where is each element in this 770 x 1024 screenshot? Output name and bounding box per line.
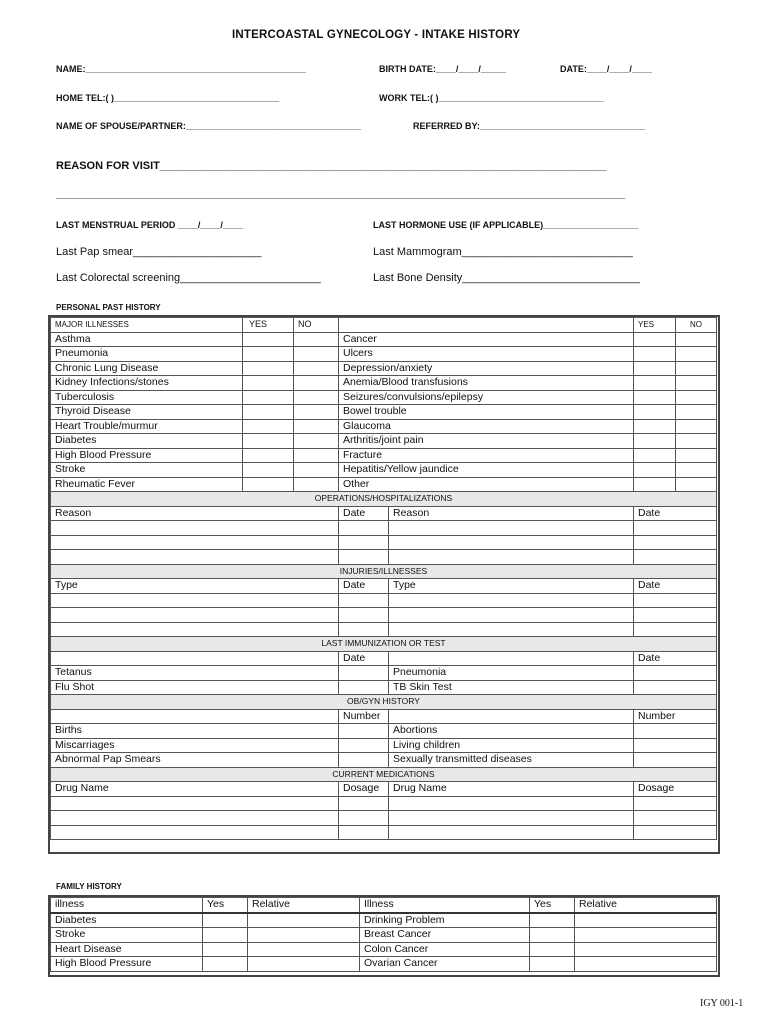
illness-label: Rheumatic Fever xyxy=(51,477,243,492)
yes-checkbox[interactable] xyxy=(243,463,294,478)
inj-type-header: Type xyxy=(51,579,339,594)
imm-date-header: Date xyxy=(339,651,389,666)
ops-date-header-2: Date xyxy=(634,506,717,521)
reason-for-visit-field[interactable]: REASON FOR VISIT_________________________________________________________________________ xyxy=(56,160,607,172)
no-checkbox[interactable] xyxy=(294,332,339,347)
home-tel-field[interactable]: HOME TEL:( )_________________________________ xyxy=(56,93,280,103)
medications-title: CURRENT MEDICATIONS xyxy=(51,767,717,782)
family-relative-cell[interactable] xyxy=(575,942,717,957)
family-yes-cell[interactable] xyxy=(203,928,248,943)
yes-checkbox[interactable] xyxy=(634,434,676,449)
ob-label: Births xyxy=(51,724,339,739)
no-checkbox[interactable] xyxy=(294,463,339,478)
illness-row xyxy=(51,390,717,405)
family-yes-cell[interactable] xyxy=(530,957,575,972)
family-illness-label: Breast Cancer xyxy=(360,928,530,943)
imm-row[interactable] xyxy=(51,666,717,681)
family-illness-label: Diabetes xyxy=(51,913,203,928)
yes-checkbox[interactable] xyxy=(243,347,294,362)
no-checkbox[interactable] xyxy=(676,347,717,362)
imm-label: Pneumonia xyxy=(389,666,634,681)
family-yes-cell[interactable] xyxy=(203,913,248,928)
illness-label: Stroke xyxy=(51,463,243,478)
yes-checkbox[interactable] xyxy=(243,477,294,492)
no-checkbox[interactable] xyxy=(294,390,339,405)
injuries-title: INJURIES/ILLNESSES xyxy=(51,564,717,579)
fam-col-illness: illness xyxy=(51,898,203,913)
illness-row xyxy=(51,419,717,434)
inj-row[interactable] xyxy=(51,608,717,623)
illness-label: Diabetes xyxy=(51,434,243,449)
illness-row xyxy=(51,361,717,376)
no-checkbox[interactable] xyxy=(676,361,717,376)
no-checkbox[interactable] xyxy=(294,419,339,434)
imm-label: Flu Shot xyxy=(51,680,339,695)
col-yes-2: YES xyxy=(634,318,676,333)
work-tel-field[interactable]: WORK TEL:( )_________________________________ xyxy=(379,93,604,103)
yes-checkbox[interactable] xyxy=(634,361,676,376)
illness-label: Kidney Infections/stones xyxy=(51,376,243,391)
fam-col-yes: Yes xyxy=(203,898,248,913)
yes-checkbox[interactable] xyxy=(634,419,676,434)
no-checkbox[interactable] xyxy=(294,347,339,362)
illness-label: Ulcers xyxy=(339,347,634,362)
illness-row xyxy=(51,463,717,478)
no-checkbox[interactable] xyxy=(294,376,339,391)
med-row[interactable] xyxy=(51,811,717,826)
family-row xyxy=(51,913,717,928)
col-yes: YES xyxy=(243,318,294,333)
ops-reason-header-2: Reason xyxy=(389,506,634,521)
mammogram-field[interactable]: Last Mammogram____________________________ xyxy=(373,246,633,258)
imm-blank-2 xyxy=(389,651,634,666)
yes-checkbox[interactable] xyxy=(243,419,294,434)
referred-by-field[interactable]: REFERRED BY:_________________________________ xyxy=(413,121,646,131)
col-no: NO xyxy=(294,318,339,333)
name-field[interactable]: NAME:____________________________________________ xyxy=(56,64,306,74)
illness-label: Arthritis/joint pain xyxy=(339,434,634,449)
illness-label: Glaucoma xyxy=(339,419,634,434)
yes-checkbox[interactable] xyxy=(243,376,294,391)
inj-row[interactable] xyxy=(51,622,717,637)
reason-line-2[interactable]: _____________________________________________________________________________________________ xyxy=(56,188,625,200)
med-row[interactable] xyxy=(51,825,717,840)
fam-col-relative-2: Relative xyxy=(575,898,717,913)
illness-row xyxy=(51,376,717,391)
blank-header xyxy=(339,318,634,333)
no-checkbox[interactable] xyxy=(676,376,717,391)
illness-label: Hepatitis/Yellow jaundice xyxy=(339,463,634,478)
lmp-field[interactable]: LAST MENSTRUAL PERIOD ____/____/____ xyxy=(56,220,243,230)
date-field[interactable]: DATE:____/____/____ xyxy=(560,64,652,74)
no-checkbox[interactable] xyxy=(676,434,717,449)
yes-checkbox[interactable] xyxy=(634,463,676,478)
illness-label: Anemia/Blood transfusions xyxy=(339,376,634,391)
ob-number-header: Number xyxy=(339,709,389,724)
obgyn-title: OB/GYN HISTORY xyxy=(51,695,717,710)
no-checkbox[interactable] xyxy=(676,448,717,463)
no-checkbox[interactable] xyxy=(676,419,717,434)
yes-checkbox[interactable] xyxy=(634,390,676,405)
imm-row[interactable] xyxy=(51,680,717,695)
pap-smear-field[interactable]: Last Pap smear_____________________ xyxy=(56,246,262,258)
ob-label: Living children xyxy=(389,738,634,753)
illness-row xyxy=(51,434,717,449)
bone-density-field[interactable]: Last Bone Density_____________________________ xyxy=(373,272,640,284)
ob-label: Abnormal Pap Smears xyxy=(51,753,339,768)
personal-history-label: PERSONAL PAST HISTORY xyxy=(56,303,161,312)
illness-label: Tuberculosis xyxy=(51,390,243,405)
ob-label: Abortions xyxy=(389,724,634,739)
med-dosage-header-2: Dosage xyxy=(634,782,717,797)
imm-date-header-2: Date xyxy=(634,651,717,666)
ob-blank-2 xyxy=(389,709,634,724)
ops-row[interactable] xyxy=(51,521,717,536)
form-title: INTERCOASTAL GYNECOLOGY - INTAKE HISTORY xyxy=(232,29,521,41)
illness-label: Fracture xyxy=(339,448,634,463)
imm-label: Tetanus xyxy=(51,666,339,681)
no-checkbox[interactable] xyxy=(676,477,717,492)
imm-label: TB Skin Test xyxy=(389,680,634,695)
family-illness-label: Colon Cancer xyxy=(360,942,530,957)
yes-checkbox[interactable] xyxy=(634,332,676,347)
illness-label: Depression/anxiety xyxy=(339,361,634,376)
no-checkbox[interactable] xyxy=(676,405,717,420)
immunization-title: LAST IMMUNIZATION OR TEST xyxy=(51,637,717,652)
family-yes-cell[interactable] xyxy=(203,942,248,957)
yes-checkbox[interactable] xyxy=(243,361,294,376)
illness-label: Asthma xyxy=(51,332,243,347)
ob-row[interactable] xyxy=(51,724,717,739)
family-relative-cell[interactable] xyxy=(575,913,717,928)
illness-label: Heart Trouble/murmur xyxy=(51,419,243,434)
birth-date-field[interactable]: BIRTH DATE:____/____/_____ xyxy=(379,64,506,74)
ops-row[interactable] xyxy=(51,535,717,550)
fam-col-yes-2: Yes xyxy=(530,898,575,913)
family-relative-cell[interactable] xyxy=(248,942,360,957)
illness-label: Other xyxy=(339,477,634,492)
yes-checkbox[interactable] xyxy=(243,390,294,405)
yes-checkbox[interactable] xyxy=(634,405,676,420)
illness-label: Bowel trouble xyxy=(339,405,634,420)
ob-blank xyxy=(51,709,339,724)
yes-checkbox[interactable] xyxy=(243,434,294,449)
med-drug-header: Drug Name xyxy=(51,782,339,797)
illness-label: Chronic Lung Disease xyxy=(51,361,243,376)
yes-checkbox[interactable] xyxy=(243,332,294,347)
family-relative-cell[interactable] xyxy=(575,957,717,972)
illness-row xyxy=(51,347,717,362)
family-history-table xyxy=(50,897,717,972)
yes-checkbox[interactable] xyxy=(634,477,676,492)
inj-type-header-2: Type xyxy=(389,579,634,594)
family-relative-cell[interactable] xyxy=(248,957,360,972)
yes-checkbox[interactable] xyxy=(634,347,676,362)
yes-checkbox[interactable] xyxy=(634,448,676,463)
no-checkbox[interactable] xyxy=(294,434,339,449)
family-history-label: FAMILY HISTORY xyxy=(56,882,122,891)
family-illness-label: Drinking Problem xyxy=(360,913,530,928)
no-checkbox[interactable] xyxy=(676,390,717,405)
illness-label: Pneumonia xyxy=(51,347,243,362)
family-yes-cell[interactable] xyxy=(530,942,575,957)
illness-row xyxy=(51,405,717,420)
family-illness-label: High Blood Pressure xyxy=(51,957,203,972)
ops-row[interactable] xyxy=(51,550,717,565)
no-checkbox[interactable] xyxy=(294,477,339,492)
illness-label: High Blood Pressure xyxy=(51,448,243,463)
ob-number-header-2: Number xyxy=(634,709,717,724)
family-yes-cell[interactable] xyxy=(203,957,248,972)
illness-row xyxy=(51,332,717,347)
ob-label: Miscarriages xyxy=(51,738,339,753)
hormone-field[interactable]: LAST HORMONE USE (IF APPLICABLE)___________________ xyxy=(373,220,639,230)
family-relative-cell[interactable] xyxy=(248,913,360,928)
col-no-2: NO xyxy=(676,318,717,333)
inj-row[interactable] xyxy=(51,593,717,608)
illness-label: Seizures/convulsions/epilepsy xyxy=(339,390,634,405)
yes-checkbox[interactable] xyxy=(243,448,294,463)
family-relative-cell[interactable] xyxy=(248,928,360,943)
no-checkbox[interactable] xyxy=(676,332,717,347)
personal-history-table xyxy=(50,317,717,840)
family-row xyxy=(51,957,717,972)
no-checkbox[interactable] xyxy=(676,463,717,478)
family-yes-cell[interactable] xyxy=(530,928,575,943)
no-checkbox[interactable] xyxy=(294,448,339,463)
family-illness-label: Ovarian Cancer xyxy=(360,957,530,972)
ob-row[interactable] xyxy=(51,753,717,768)
col-major-illnesses: MAJOR ILLNESSES xyxy=(51,318,243,333)
operations-title: OPERATIONS/HOSPITALIZATIONS xyxy=(51,492,717,507)
colorectal-field[interactable]: Last Colorectal screening_______________________ xyxy=(56,272,321,284)
med-dosage-header: Dosage xyxy=(339,782,389,797)
ops-date-header: Date xyxy=(339,506,389,521)
ob-label: Sexually transmitted diseases xyxy=(389,753,634,768)
ops-reason-header: Reason xyxy=(51,506,339,521)
med-row[interactable] xyxy=(51,796,717,811)
illness-label: Cancer xyxy=(339,332,634,347)
family-relative-cell[interactable] xyxy=(575,928,717,943)
no-checkbox[interactable] xyxy=(294,361,339,376)
family-illness-label: Heart Disease xyxy=(51,942,203,957)
no-checkbox[interactable] xyxy=(294,405,339,420)
med-drug-header-2: Drug Name xyxy=(389,782,634,797)
inj-date-header: Date xyxy=(339,579,389,594)
inj-date-header-2: Date xyxy=(634,579,717,594)
illness-label: Thyroid Disease xyxy=(51,405,243,420)
imm-blank xyxy=(51,651,339,666)
yes-checkbox[interactable] xyxy=(634,376,676,391)
family-illness-label: Stroke xyxy=(51,928,203,943)
family-row xyxy=(51,928,717,943)
illness-row xyxy=(51,448,717,463)
footer-code: IGY 001-1 xyxy=(700,998,744,1009)
family-yes-cell[interactable] xyxy=(530,913,575,928)
family-row xyxy=(51,942,717,957)
yes-checkbox[interactable] xyxy=(243,405,294,420)
illness-row xyxy=(51,477,717,492)
fam-col-illness-2: Illness xyxy=(360,898,530,913)
ob-row[interactable] xyxy=(51,738,717,753)
fam-col-relative: Relative xyxy=(248,898,360,913)
spouse-field[interactable]: NAME OF SPOUSE/PARTNER:___________________________________ xyxy=(56,121,362,131)
